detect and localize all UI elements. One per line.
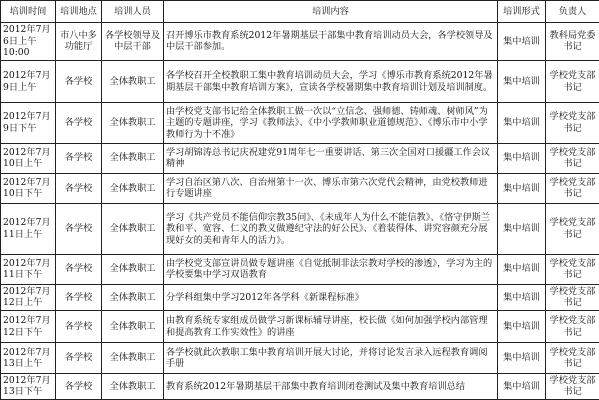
- table-row: [1, 173, 599, 203]
- cell-content: 学习胡锦涛总书记庆祝建党91周年七一重要讲话、第三次全国对口援疆工作会议精神: [164, 143, 498, 173]
- cell-content: 各学校就此次教职工集中教育培训开展大讨论，并将讨论发言录入远程教育调阅手册: [164, 343, 498, 373]
- cell-content: 学习《共产党员不能信仰宗教35问》、《未成年人为什么不能信教》、《恪守伊斯兰教和平、宽容、仁义的教义做遵纪守法的好公民》、《着装得体、讲究容颜充分展现好女的美和青年人的活力》。: [164, 204, 498, 254]
- cell-form: 集中培训: [498, 143, 546, 173]
- cell-location: 各学校: [56, 311, 102, 343]
- cell-time: 2012年7月11日上午: [1, 204, 56, 254]
- header-form: 培训形式: [498, 1, 546, 23]
- cell-responsible: 教科局党委书记: [546, 23, 599, 61]
- table-row: [1, 373, 599, 399]
- cell-time: 2012年7月12日上午: [1, 284, 56, 310]
- cell-time: 2012年7月9日上午: [1, 60, 56, 102]
- cell-location: 各学校: [56, 103, 102, 143]
- cell-form: 集中培训: [498, 373, 546, 399]
- header-time: 培训时间: [1, 1, 56, 23]
- table-row: [1, 23, 599, 61]
- cell-location: 各学校: [56, 284, 102, 310]
- cell-time: 2012年7月11日下午: [1, 254, 56, 284]
- cell-location: 各学校: [56, 60, 102, 102]
- table-row: [1, 60, 599, 102]
- cell-people: 各学校领导及中层干部: [102, 23, 164, 61]
- cell-responsible: 学校党支部书记: [546, 60, 599, 102]
- cell-content: 教育系统2012年暑期基层干部集中教育培训闭卷测试及集中教育培训总结: [164, 373, 498, 399]
- cell-responsible: 学校党支部书记: [546, 311, 599, 343]
- cell-people: 全体教职工: [102, 173, 164, 203]
- cell-location: 各学校: [56, 204, 102, 254]
- cell-responsible: 学校党支部书记: [546, 254, 599, 284]
- cell-content: 各学校召开全校教职工集中教育培训动员大会，学习《博乐市教育系统2012年暑期基层干部集中教育培训方案》，宣读各学校暑期集中教育培训计划及培训制度。: [164, 60, 498, 102]
- cell-people: 全体教职工: [102, 60, 164, 102]
- cell-form: 集中培训: [498, 60, 546, 102]
- cell-responsible: 学校党支部书记: [546, 373, 599, 399]
- cell-people: 全体教职工: [102, 103, 164, 143]
- table-row: [1, 204, 599, 254]
- cell-people: 全体教职工: [102, 284, 164, 310]
- table-row: [1, 284, 599, 310]
- cell-form: 集中培训: [498, 343, 546, 373]
- cell-content: 分学科组集中学习2012年各学科《新课程标准》: [164, 284, 498, 310]
- cell-people: 全体教职工: [102, 311, 164, 343]
- cell-time: 2012年7月13日上午: [1, 343, 56, 373]
- cell-people: 全体教职工: [102, 343, 164, 373]
- header-row: [1, 1, 599, 23]
- cell-time: 2012年7月10日下午: [1, 173, 56, 203]
- cell-time: 2012年7月10日上午: [1, 143, 56, 173]
- table-row: [1, 343, 599, 373]
- cell-form: 集中培训: [498, 311, 546, 343]
- header-responsible: 负责人: [546, 1, 599, 23]
- header-location: 培训地点: [56, 1, 102, 23]
- cell-people: 全体教职工: [102, 254, 164, 284]
- cell-content: 由学校党支部书记给全体教职工做一次以“立信念、强师德、铸师魂、树师风”为主题的专题讲座，学习《教师法》、《中小学教师职业道德规范》、《博乐市中小学教师行为十不准》: [164, 103, 498, 143]
- cell-location: 各学校: [56, 143, 102, 173]
- cell-content: 由教育系统专家组成员做学习新课标辅导讲座，校长做《如何加强学校内部管理和提高教育工作实效性》的讲座: [164, 311, 498, 343]
- cell-time: 2012年7月6日上午10:00: [1, 23, 56, 61]
- cell-content: 学习自治区第八次、自治州第十一次、博乐市第六次党代会精神，由党校教师进行专题讲座: [164, 173, 498, 203]
- cell-location: 各学校: [56, 173, 102, 203]
- cell-responsible: 学校党支部书记: [546, 284, 599, 310]
- cell-people: 全体教职工: [102, 143, 164, 173]
- cell-responsible: 学校党支部书记: [546, 204, 599, 254]
- cell-people: 全体教职工: [102, 373, 164, 399]
- table-row: [1, 311, 599, 343]
- cell-content: 召开博乐市教育系统2012年暑期基层干部集中教育培训动员大会，各学校领导及中层干部参加。: [164, 23, 498, 61]
- table-row: [1, 254, 599, 284]
- cell-form: 集中培训: [498, 173, 546, 203]
- cell-location: 各学校: [56, 254, 102, 284]
- cell-people: 全体教职工: [102, 204, 164, 254]
- cell-responsible: 学校党支部书记: [546, 343, 599, 373]
- cell-location: 市八中多功能厅: [56, 23, 102, 61]
- table-row: [1, 143, 599, 173]
- cell-time: 2012年7月12日下午: [1, 311, 56, 343]
- cell-responsible: 学校党支部书记: [546, 143, 599, 173]
- cell-time: 2012年7月9日下午: [1, 103, 56, 143]
- cell-responsible: 学校党支部书记: [546, 173, 599, 203]
- cell-location: 各学校: [56, 343, 102, 373]
- cell-content: 由学校党支部宣讲员做专题讲座《自觉抵制非法宗教对学校的渗透》，学习为主的学校要集中学习双语教育: [164, 254, 498, 284]
- table-row: [1, 103, 599, 143]
- cell-form: 集中培训: [498, 103, 546, 143]
- cell-form: 集中培训: [498, 254, 546, 284]
- cell-form: 集中培训: [498, 23, 546, 61]
- header-people: 培训人员: [102, 1, 164, 23]
- cell-form: 集中培训: [498, 284, 546, 310]
- header-content: 培训内容: [164, 1, 498, 23]
- cell-form: 集中培训: [498, 204, 546, 254]
- cell-time: 2012年7月13日下午: [1, 373, 56, 399]
- cell-responsible: 学校党支部书记: [546, 103, 599, 143]
- cell-location: 各学校: [56, 373, 102, 399]
